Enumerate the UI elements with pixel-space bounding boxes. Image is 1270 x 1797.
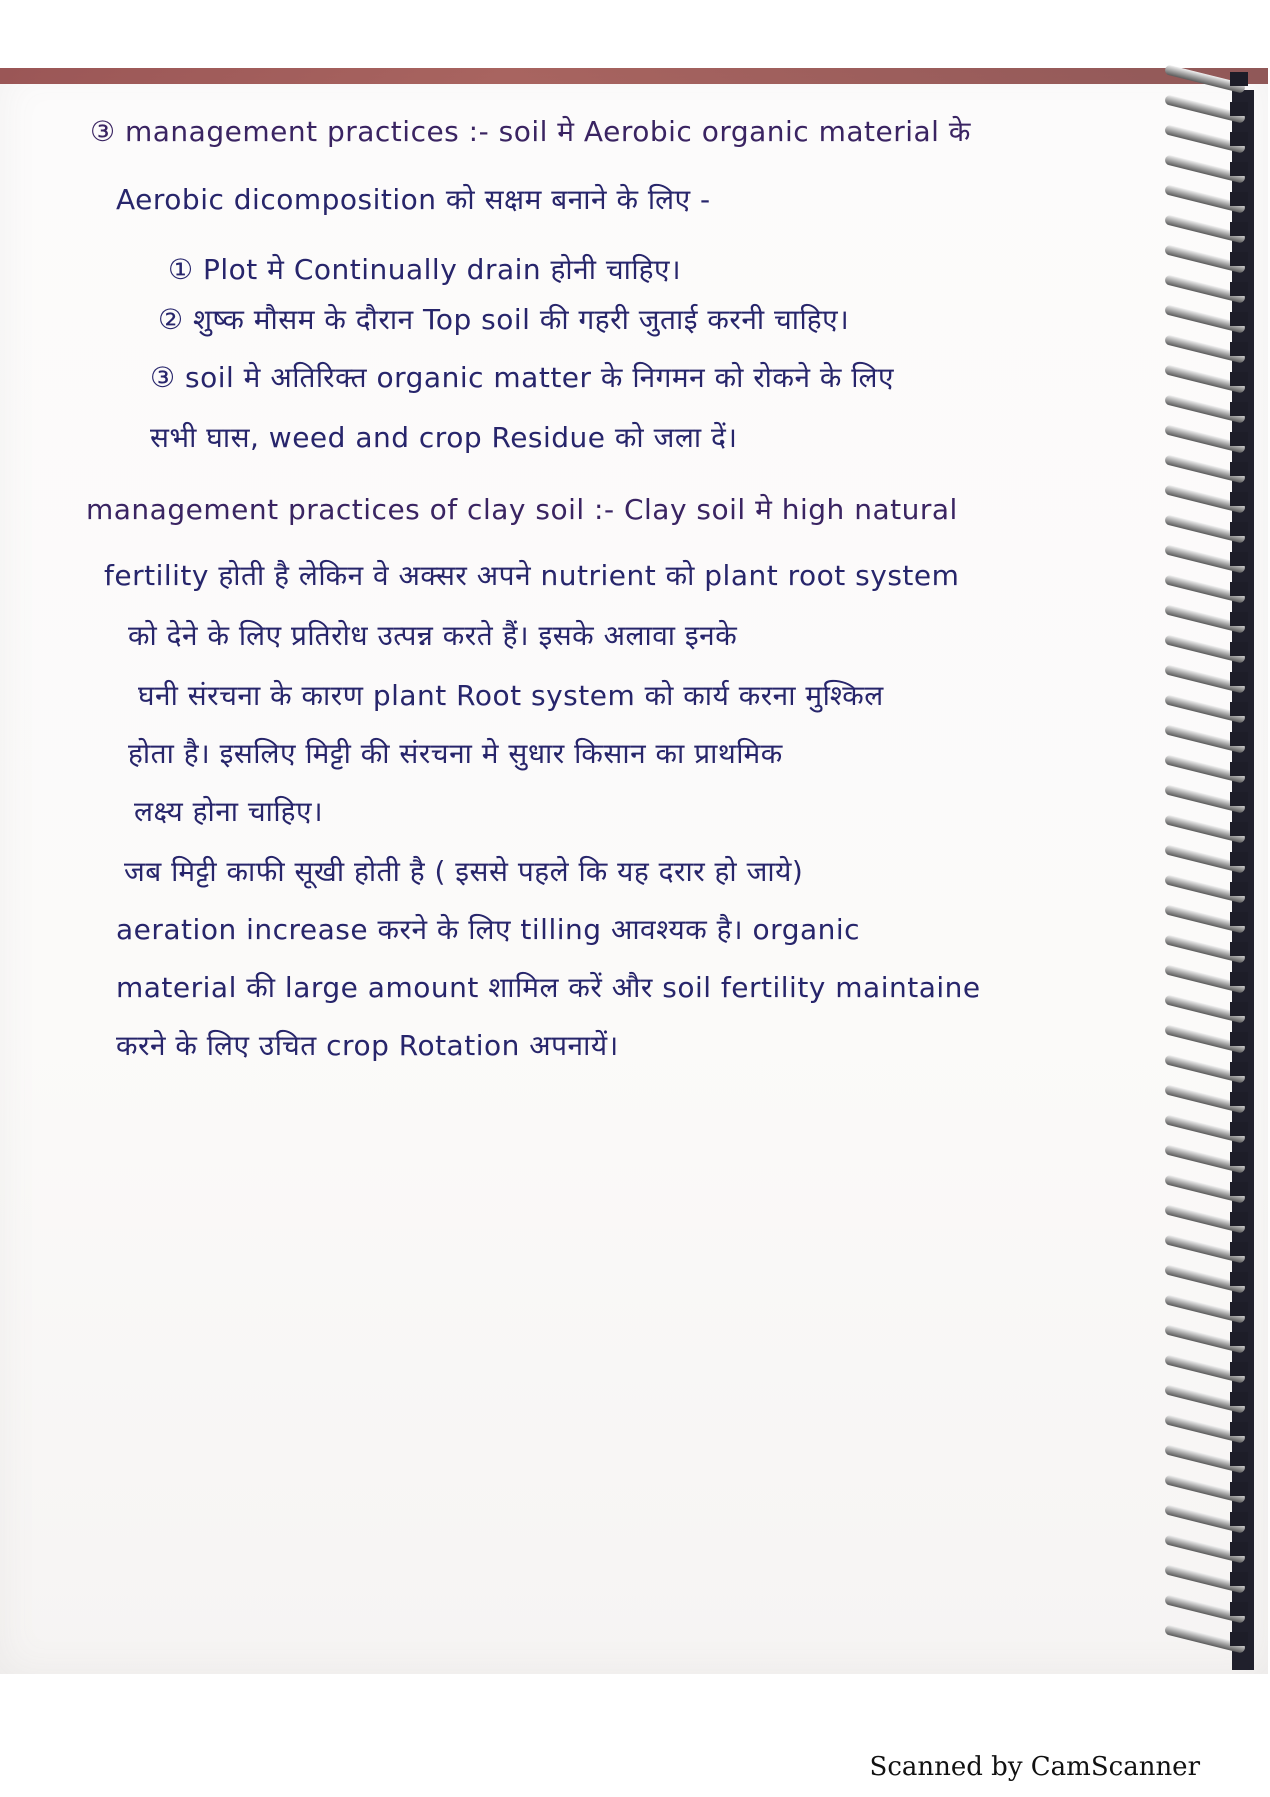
spiral-coil [1158,610,1254,628]
spiral-coil [1158,1000,1254,1018]
coil-hole [1230,192,1248,206]
coil-hole [1230,1572,1248,1586]
coil-hole [1230,1092,1248,1106]
note-line: जब मिट्टी काफी सूखी होती है ( इससे पहले कि यह दरार हो जाये) [124,855,804,888]
coil-hole [1230,912,1248,926]
spiral-coil [1158,1090,1254,1108]
spiral-coil [1158,1420,1254,1438]
coil-hole [1230,1632,1248,1646]
spiral-coil [1158,190,1254,208]
coil-hole [1230,642,1248,656]
spiral-coil [1158,730,1254,748]
coil-hole [1230,72,1248,86]
spiral-coil [1158,1510,1254,1528]
note-line: fertility होती है लेकिन वे अक्सर अपने nutrient को plant root system [104,559,960,592]
spiral-coil [1158,850,1254,868]
note-line: सभी घास, weed and crop Residue को जला दें। [150,421,738,454]
spiral-coil [1158,340,1254,358]
note-line: लक्ष्य होना चाहिए। [134,795,324,828]
spiral-coil [1158,940,1254,958]
spiral-coil [1158,1180,1254,1198]
note-line: aeration increase करने के लिए tilling आवश्यक है। organic [116,913,861,946]
coil-hole [1230,732,1248,746]
spiral-coil [1158,1030,1254,1048]
spiral-coil [1158,1360,1254,1378]
spiral-coil [1158,880,1254,898]
coil-hole [1230,312,1248,326]
spiral-coil [1158,490,1254,508]
coil-hole [1230,1452,1248,1466]
spiral-coil [1158,520,1254,538]
coil-hole [1230,1482,1248,1496]
spiral-coil [1158,430,1254,448]
coil-hole [1230,852,1248,866]
coil-hole [1230,552,1248,566]
coil-hole [1230,132,1248,146]
spiral-coil [1158,1330,1254,1348]
note-line: Aerobic dicomposition को सक्षम बनाने के लिए - [116,183,711,216]
list-item-3: ③ soil मे अतिरिक्त organic matter के निगमन को रोकने के लिए [150,361,895,394]
coil-hole [1230,102,1248,116]
coil-hole [1230,1212,1248,1226]
spiral-coil [1158,1450,1254,1468]
spiral-coil [1158,460,1254,478]
coil-hole [1230,762,1248,776]
coil-hole [1230,372,1248,386]
spiral-coil [1158,820,1254,838]
coil-hole [1230,1422,1248,1436]
note-line: material की large amount शामिल करें और soil fertility maintaine [116,971,981,1004]
note-line: होता है। इसलिए मिट्टी की संरचना मे सुधार किसान का प्राथमिक [128,737,783,770]
coil-hole [1230,1122,1248,1136]
section-3-heading: ③ management practices :- soil मे Aerobic organic material के [90,115,971,148]
coil-hole [1230,222,1248,236]
coil-hole [1230,672,1248,686]
spiral-coil [1158,1630,1254,1648]
spiral-coil [1158,1240,1254,1258]
spiral-coil [1158,640,1254,658]
spiral-coil [1158,790,1254,808]
spiral-coil [1158,760,1254,778]
coil-hole [1230,1512,1248,1526]
spiral-coil [1158,1210,1254,1228]
note-line: घनी संरचना के कारण plant Root system को कार्य करना मुश्किल [138,679,884,712]
spiral-coil [1158,400,1254,418]
spiral-coil [1158,1060,1254,1078]
coil-hole [1230,882,1248,896]
coil-hole [1230,1602,1248,1616]
coil-hole [1230,342,1248,356]
spiral-coil [1158,1570,1254,1588]
spiral-coil [1158,1480,1254,1498]
coil-hole [1230,972,1248,986]
spiral-coil [1158,1390,1254,1408]
coil-hole [1230,1182,1248,1196]
coil-hole [1230,402,1248,416]
coil-hole [1230,582,1248,596]
coil-hole [1230,1032,1248,1046]
coil-hole [1230,492,1248,506]
coil-hole [1230,792,1248,806]
coil-hole [1230,1062,1248,1076]
spiral-coil [1158,700,1254,718]
spiral-coil [1158,100,1254,118]
coil-hole [1230,1302,1248,1316]
spiral-coil [1158,1300,1254,1318]
spiral-coil [1158,910,1254,928]
coil-hole [1230,282,1248,296]
note-line: को देने के लिए प्रतिरोध उत्पन्न करते हैं। इसके अलावा इनके [128,619,738,652]
coil-hole [1230,462,1248,476]
spiral-coil [1158,580,1254,598]
spiral-coil [1158,1540,1254,1558]
coil-hole [1230,1242,1248,1256]
coil-hole [1230,1362,1248,1376]
spiral-coil [1158,1120,1254,1138]
coil-hole [1230,1272,1248,1286]
coil-hole [1230,1152,1248,1166]
note-line: करने के लिए उचित crop Rotation अपनायें। [116,1029,619,1062]
coil-hole [1230,1002,1248,1016]
spiral-coil [1158,550,1254,568]
coil-hole [1230,432,1248,446]
scanner-watermark: Scanned by CamScanner [869,1752,1200,1782]
spiral-coil [1158,1270,1254,1288]
spiral-coil [1158,1600,1254,1618]
coil-hole [1230,1332,1248,1346]
list-item-1: ① Plot मे Continually drain होनी चाहिए। [168,253,682,286]
spiral-coil [1158,220,1254,238]
list-item-2: ② शुष्क मौसम के दौरान Top soil की गहरी जुताई करनी चाहिए। [158,303,850,336]
coil-hole [1230,252,1248,266]
coil-hole [1230,1542,1248,1556]
coil-hole [1230,702,1248,716]
coil-hole [1230,522,1248,536]
spiral-coil [1158,370,1254,388]
coil-hole [1230,942,1248,956]
spiral-coil [1158,670,1254,688]
page-top-edge [0,68,1268,84]
spiral-coil [1158,310,1254,328]
spiral-binding [1158,70,1258,1670]
spiral-coil [1158,1150,1254,1168]
spiral-coil [1158,970,1254,988]
coil-hole [1230,612,1248,626]
coil-hole [1230,162,1248,176]
spiral-coil [1158,160,1254,178]
spiral-coil [1158,280,1254,298]
coil-hole [1230,1392,1248,1406]
spiral-coil [1158,70,1254,88]
spiral-coil [1158,250,1254,268]
clay-soil-heading: management practices of clay soil :- Clay soil मे high natural [86,493,958,526]
spiral-coil [1158,130,1254,148]
coil-hole [1230,822,1248,836]
